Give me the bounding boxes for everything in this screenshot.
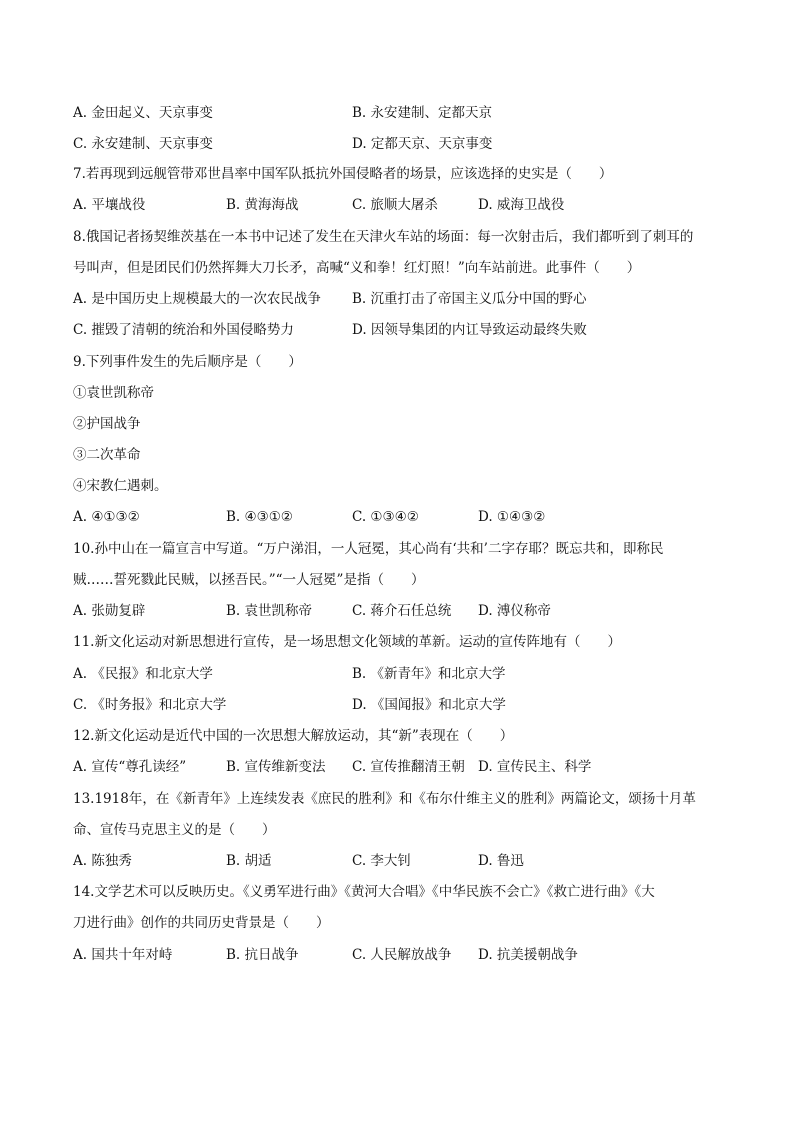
q10-option-c: C. 蒋介石任总统	[352, 603, 452, 619]
q7-options	[73, 195, 734, 215]
q11-options-row-1	[73, 664, 734, 684]
q9-option-a: A. ④①③②	[73, 509, 140, 525]
q9-options	[73, 507, 734, 527]
q12-options	[73, 757, 734, 777]
q7-stem: 7.若再现到远舰管带邓世昌率中国军队抵抗外国侵略者的场景，应该选择的史实是（ ）	[73, 166, 613, 182]
q8-stem-line-1: 8.俄国记者扬契维茨基在一本书中记述了发生在天津火车站的场面：每一次射击后，我们都听到了刺耳的	[73, 229, 694, 245]
q10-option-a: A. 张勋复辟	[73, 603, 146, 619]
q9-item-1: ①袁世凯称帝	[73, 385, 154, 401]
q7-option-c: C. 旅顺大屠杀	[352, 197, 438, 213]
q9-item-2: ②护国战争	[73, 416, 141, 432]
q9-item-4: ④宋教仁遇刺。	[73, 478, 168, 494]
q6-option-a: A. 金田起义、天京事变	[73, 105, 213, 121]
q14-option-b: B. 抗日战争	[226, 947, 299, 963]
q9-option-c: C. ①③④②	[352, 509, 419, 525]
q13-option-c: C. 李大钊	[352, 853, 411, 869]
q7-option-b: B. 黄海海战	[226, 197, 299, 213]
q11-option-a: A. 《民报》和北京大学	[73, 666, 213, 682]
q13-stem-line-1: 13.1918年，在《新青年》上连续发表《庶民的胜利》和《布尔什维主义的胜利》两篇论文，颂扬十月革	[73, 791, 696, 807]
q8-stem-line-2: 号叫声，但是团民们仍然挥舞大刀长矛，高喊“义和拳！红灯照！”向车站前进。此事件（ ）	[73, 260, 641, 276]
q14-option-c: C. 人民解放战争	[352, 947, 452, 963]
q7-option-a: A. 平壤战役	[73, 197, 146, 213]
q6-option-b: B. 永安建制、定都天京	[352, 105, 493, 121]
q14-stem-line-1: 14.文学艺术可以反映历史。《义勇军进行曲》《黄河大合唱》《中华民族不会亡》《救亡进行曲》《大	[73, 884, 655, 900]
q11-option-c: C. 《时务报》和北京大学	[73, 697, 227, 713]
q11-option-b: B. 《新青年》和北京大学	[352, 666, 506, 682]
q6-options-row-1	[73, 103, 734, 123]
q13-option-d: D. 鲁迅	[478, 853, 524, 869]
q14-option-d: D. 抗美援朝战争	[478, 947, 578, 963]
q7-option-d: D. 威海卫战役	[478, 197, 565, 213]
q11-options-row-2	[73, 695, 734, 715]
q11-stem: 11.新文化运动对新思想进行宣传，是一场思想文化领域的革新。运动的宣传阵地有（ ）	[73, 634, 621, 650]
q14-stem-line-2: 刀进行曲》创作的共同历史背景是（ ）	[73, 915, 330, 931]
q12-option-d: D. 宣传民主、科学	[478, 759, 592, 775]
q10-option-b: B. 袁世凯称帝	[226, 603, 313, 619]
q13-options	[73, 851, 734, 871]
q9-item-3: ③二次革命	[73, 447, 141, 463]
q8-option-c: C. 摧毁了清朝的统治和外国侵略势力	[73, 322, 294, 338]
q6-option-c: C. 永安建制、天京事变	[73, 136, 213, 152]
q12-option-a: A. 宣传“尊孔读经”	[73, 759, 187, 775]
q12-stem: 12.新文化运动是近代中国的一次思想大解放运动，其“新”表现在（ ）	[73, 728, 514, 744]
q8-options-row-1	[73, 289, 734, 309]
q10-options	[73, 601, 734, 621]
q8-option-d: D. 因领导集团的内讧导致运动最终失败	[352, 322, 587, 338]
q13-option-a: A. 陈独秀	[73, 853, 132, 869]
q10-stem-line-1: 10.孙中山在一篇宣言中写道。“万户涕泪，一人冠冕，其心尚有‘共和’二字存耶？既忘共和，即称民	[73, 541, 664, 557]
q8-option-a: A. 是中国历史上规模最大的一次农民战争	[73, 291, 321, 307]
q12-option-b: B. 宣传维新变法	[226, 759, 326, 775]
q13-stem-line-2: 命、宣传马克思主义的是（ ）	[73, 822, 276, 838]
q9-option-b: B. ④③①②	[226, 509, 293, 525]
q8-option-b: B. 沉重打击了帝国主义瓜分中国的野心	[352, 291, 587, 307]
q12-option-c: C. 宣传推翻清王朝	[352, 759, 465, 775]
q9-option-d: D. ①④③②	[478, 509, 546, 525]
q14-options	[73, 945, 734, 965]
q6-option-d: D. 定都天京、天京事变	[352, 136, 493, 152]
q14-option-a: A. 国共十年对峙	[73, 947, 173, 963]
q6-options-row-2	[73, 134, 734, 154]
q10-stem-line-2: 贼……誓死戮此民贼，以拯吾民。”“一人冠冕”是指（ ）	[73, 572, 425, 588]
q8-options-row-2	[73, 320, 734, 340]
q13-option-b: B. 胡适	[226, 853, 272, 869]
q9-stem: 9.下列事件发生的先后顺序是（ ）	[73, 354, 302, 370]
q11-option-d: D. 《国闻报》和北京大学	[352, 697, 506, 713]
q10-option-d: D. 溥仪称帝	[478, 603, 551, 619]
